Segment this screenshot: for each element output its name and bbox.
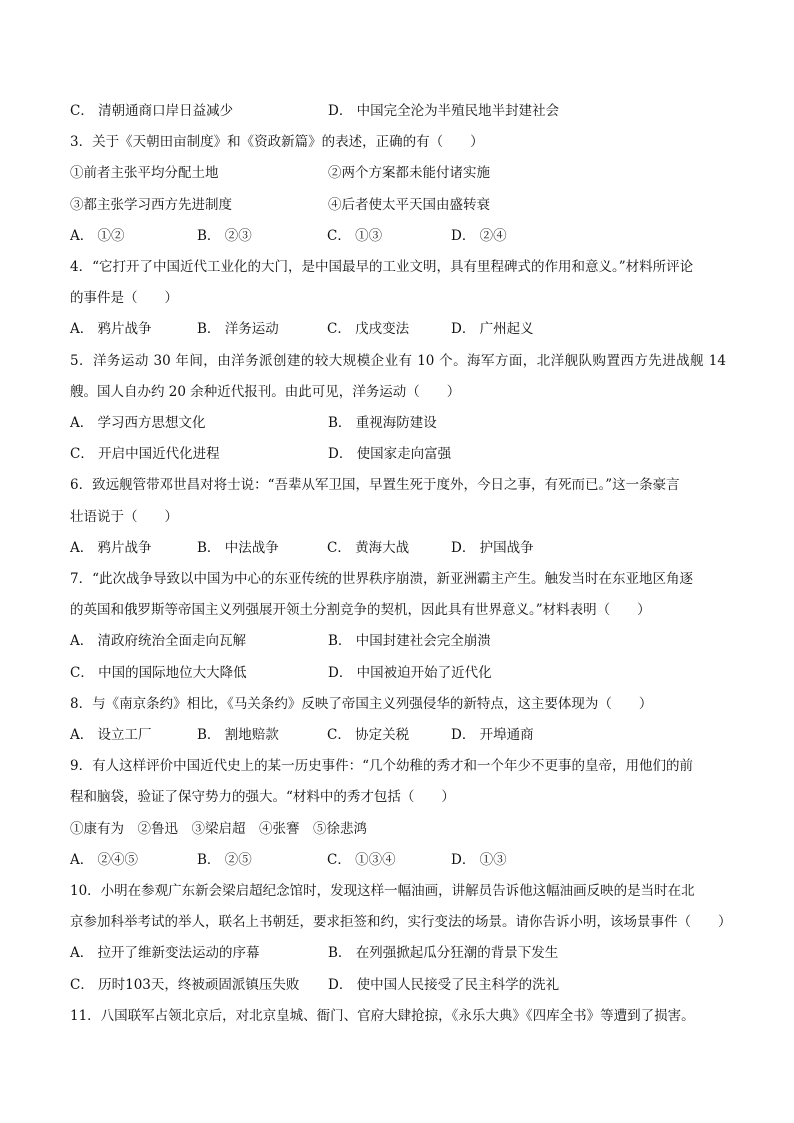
answer-option: C． ①③④ xyxy=(327,851,396,868)
answer-option: A． ①② xyxy=(70,227,125,244)
answer-option: ②两个方案都未能付诸实施 xyxy=(328,165,490,182)
answer-option: A． 设立工厂 xyxy=(70,727,152,743)
question-text-line: 3．关于《天朝田亩制度》和《资政新篇》的表述，正确的有（ ） xyxy=(70,134,484,151)
question-text-line: 4．“它打开了中国近代工业化的大门，是中国最早的工业文明，具有里程碑式的作用和意义。”材料所评论 xyxy=(70,259,694,275)
answer-option: A． 鸦片战争 xyxy=(70,321,152,338)
answer-option: D． 使国家走向富强 xyxy=(328,446,452,463)
answer-option: B． 洋务运动 xyxy=(197,321,279,338)
answer-option: D． 护国战争 xyxy=(451,539,534,556)
answer-option: C． 清朝通商口岸日益减少 xyxy=(70,103,234,119)
answer-option: D． 开埠通商 xyxy=(451,727,534,743)
answer-option: A． 拉开了维新变法运动的序幕 xyxy=(70,945,260,962)
answer-option: D． 中国被迫开始了近代化 xyxy=(328,664,492,681)
question-text-line: 5．洋务运动 30 年间，由洋务派创建的较大规模企业有 10 个。海军方面，北洋舰队购置西方先进战舰 14 xyxy=(70,352,726,369)
question-text-line: 京参加科举考试的举人，联名上书朝廷，要求拒签和约，实行变法的场景。请你告诉小明，该场景事件（ ） xyxy=(70,914,732,931)
question-text-line: 7．“此次战争导致以中国为中心的东亚传统的世界秩序崩溃，新亚洲霸主产生。触发当时在东亚地区角逐 xyxy=(70,571,693,587)
question-text-line: ①康有为 ②鲁迅 ③梁启超 ④张謇 ⑤徐悲鸿 xyxy=(70,820,367,837)
answer-option: C． 历时103天，终被顽固派镇压失败 xyxy=(70,976,300,993)
question-text-line: 11．八国联军占领北京后，对北京皇城、衙门、官府大肆抢掠，《永乐大典》《四库全书》等遭到了损害。 xyxy=(70,1007,695,1024)
question-text-line: 程和脑袋，验证了保守势力的强大。“材料中的秀才包括（ ） xyxy=(70,789,455,806)
question-text-line: 9．有人这样评价中国近代史上的某一历史事件：“几个幼稚的秀才和一个年少不更事的皇帝，用他们的前 xyxy=(70,758,693,775)
answer-option: ④后者使太平天国由盛转衰 xyxy=(328,196,490,213)
answer-option: B． 在列强掀起瓜分狂潮的背景下发生 xyxy=(328,945,559,962)
answer-option: B． ②⑤ xyxy=(197,851,252,868)
answer-option: B． 中国封建社会完全崩溃 xyxy=(328,633,491,650)
answer-option: B． ②③ xyxy=(197,227,252,244)
question-text-line: 艘。国人自办约 20 余种近代报刊。由此可见，洋务运动（ ） xyxy=(70,383,461,400)
answer-option: B． 中法战争 xyxy=(197,539,279,556)
question-text-line: 10．小明在参观广东新会梁启超纪念馆时，发现这样一幅油画，讲解员告诉他这幅油画反映的是当时在北 xyxy=(70,883,695,899)
answer-option: ③都主张学习西方先进制度 xyxy=(70,196,232,213)
answer-option: A． 清政府统治全面走向瓦解 xyxy=(70,633,247,650)
question-text-line: 的英国和俄罗斯等帝国主义列强展开领土分割竞争的契机，因此具有世界意义。”材料表明（ ） xyxy=(70,602,651,619)
answer-option: C． 戊戌变法 xyxy=(327,321,410,338)
question-text-line: 8．与《南京条约》相比，《马关条约》反映了帝国主义列强侵华的新特点，这主要体现为（ ） xyxy=(70,695,653,712)
answer-option: A． ②④⑤ xyxy=(70,851,139,868)
answer-option: A． 鸦片战争 xyxy=(70,539,152,556)
answer-option: C． ①③ xyxy=(327,227,383,244)
answer-option: C． 黄海大战 xyxy=(327,539,410,556)
question-text-line: 壮语说于（ ） xyxy=(70,508,178,525)
answer-option: D． 中国完全沦为半殖民地半封建社会 xyxy=(328,103,560,119)
question-text-line: 的事件是（ ） xyxy=(70,290,178,307)
answer-option: ①前者主张平均分配土地 xyxy=(70,165,219,182)
answer-option: D． ①③ xyxy=(451,851,507,868)
question-text-line: 6．致远舰管带邓世昌对将士说：“吾辈从军卫国，早置生死于度外，今日之事，有死而已。”这一条豪言 xyxy=(70,477,680,494)
answer-option: A． 学习西方思想文化 xyxy=(70,415,206,431)
answer-option: C． 中国的国际地位大大降低 xyxy=(70,664,247,681)
answer-option: D． 广州起义 xyxy=(451,321,534,338)
answer-option: C． 协定关税 xyxy=(327,727,410,743)
answer-option: D． ②④ xyxy=(451,227,507,244)
answer-option: D． 使中国人民接受了民主科学的洗礼 xyxy=(328,976,560,993)
answer-option: C． 开启中国近代化进程 xyxy=(70,446,220,463)
answer-option: B． 割地赔款 xyxy=(197,727,279,743)
answer-option: B． 重视海防建设 xyxy=(328,415,437,431)
